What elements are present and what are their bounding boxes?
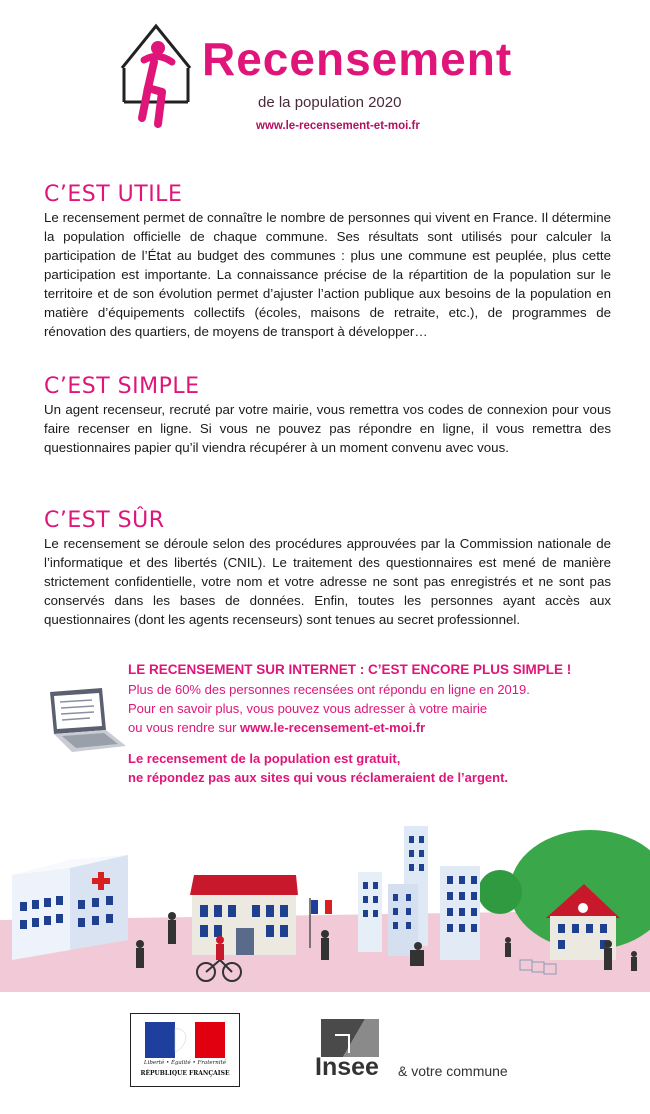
republique-francaise-logo [130,1013,240,1087]
laptop-icon [44,686,128,756]
tower-buildings [358,826,480,960]
section-body: Le recensement permet de connaître le nombre de personnes qui vivent en France. Il détermine la population officielle de chaque commune. Ses résultats sont utilisés pour calculer la participation de l’État au budget des communes : plus une commune est peuplée, plus cette participation est importante. La connaissance précise de la répartition de la population sur le territoire et de son évolution permet d’ajuster l’action publique aux besoins de la population en matière d’équipements collectifs (écoles, maisons de retraite, etc.), de programmes de rénovation des quartiers, de moyens de transport à développer… [44,210,611,339]
footer [0,1005,650,1114]
free-notice [128,749,608,787]
town-hall-building [190,875,298,955]
section-heading: C’EST SIMPLE [44,374,200,399]
commune-label: & votre commune [398,1063,508,1079]
internet-line-3-prefix: ou vous rendre sur [128,720,241,735]
city-illustration [0,820,650,1000]
internet-block [128,660,608,787]
marianne-icon [145,1022,225,1058]
section-heading: C’EST UTILE [44,182,183,207]
internet-line-2: Pour en savoir plus, vous pouvez vous adresser à votre mairie [128,701,488,716]
internet-url-link[interactable]: www.le-recensement-et-moi.fr [240,720,426,735]
brand-url[interactable]: www.le-recensement-et-moi.fr [256,120,420,132]
brand-title: Recensement [202,33,513,85]
section-utile [44,182,611,341]
internet-line-3 [128,718,608,737]
section-body: Un agent recenseur, recruté par votre mairie, vous remettra vos codes de connexion pour vous faire recenser en ligne. Si vous ne pouvez pas répondre en ligne, il vous remettra des questionnaires papier qu’il viendra récupérer à un moment convenu avec vous. [44,402,611,455]
section-heading: C’EST SÛR [44,508,165,533]
free-notice-line-2: ne répondez pas aux sites qui vous réclameraient de l’argent. [128,770,509,785]
internet-line-1: Plus de 60% des personnes recensées ont répondu en ligne en 2019. [128,682,530,697]
section-body: Le recensement se déroule selon des procédures approuvées par la Commission nationale de l’informatique et des libertés (CNIL). Le traitement des questionnaires est mené de manière strictement confidentielle, votre nom et votre adresse ne sont pas enregistrés et ne sont pas conservés dans les bases de données. Enfin, toutes les personnes ayant accès aux questionnaires (dont les agents recenseurs) sont tenues au secret professionnel. [44,536,611,627]
section-simple [44,374,611,457]
internet-title: LE RECENSEMENT SUR INTERNET : C’EST ENCORE PLUS SIMPLE ! [128,662,572,677]
census-house-logo [118,22,193,132]
free-notice-line-1: Le recensement de la population est gratuit, [128,751,401,766]
section-sur [44,508,611,629]
brand-subtitle: de la population 2020 [258,94,402,111]
rf-motto: Liberté • Égalité • Fraternité [143,1060,227,1066]
header [118,22,538,142]
rf-name: RÉPUBLIQUE FRANÇAISE [140,1070,230,1077]
insee-wordmark: Insee [315,1053,379,1081]
